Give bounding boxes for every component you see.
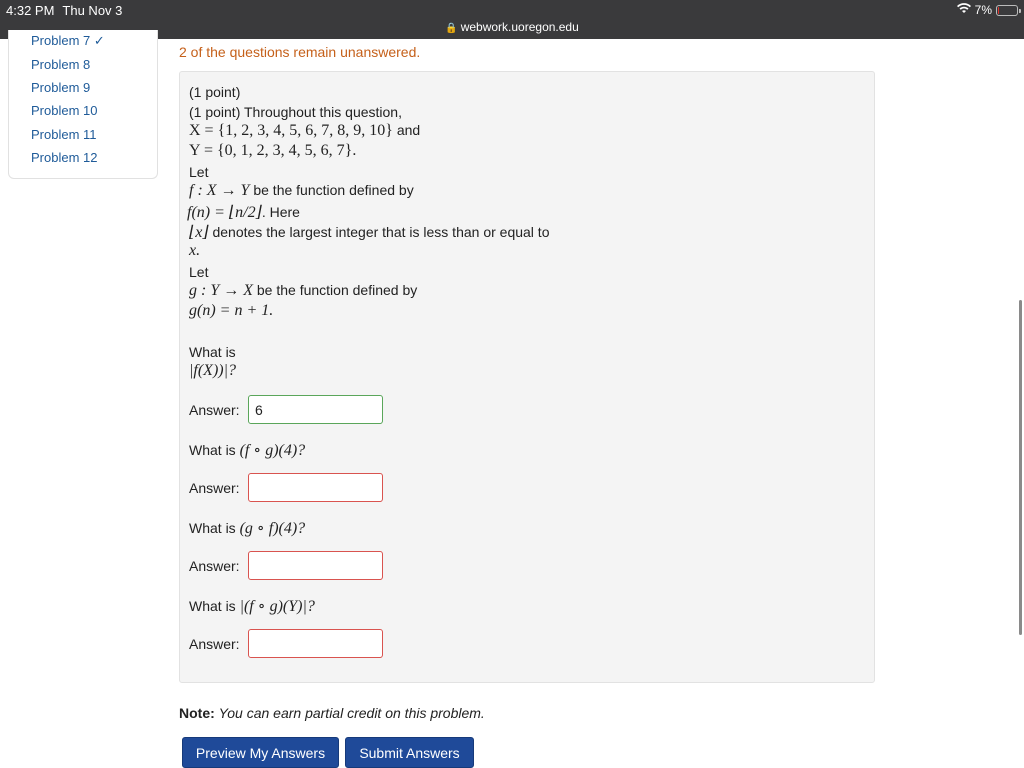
question-1-math: |f(X))|?	[189, 362, 236, 379]
g-defined-text: be the function defined by	[256, 282, 418, 298]
question-3-prefix: What is	[189, 520, 236, 536]
preview-answers-button[interactable]: Preview My Answers	[182, 737, 339, 768]
status-right	[957, 3, 1018, 17]
sidebar-item-problem-11[interactable]: Problem 11	[31, 127, 97, 142]
battery-percent: 7%	[974, 3, 992, 17]
f-definition-math: f(n) = ⌊n/2⌋	[187, 204, 262, 221]
question-3-line	[189, 518, 305, 538]
question-2-math: (f ∘ g)(4)?	[239, 442, 306, 459]
sidebar-item-problem-9[interactable]: Problem 9	[31, 80, 91, 95]
partial-credit-note	[179, 705, 485, 721]
question-2-prefix: What is	[189, 442, 236, 458]
note-text: You can earn partial credit on this problem.	[218, 705, 485, 721]
intro-text: (1 point) Throughout this question,	[189, 104, 402, 120]
g-definition-line	[189, 302, 273, 320]
set-x-line	[189, 122, 420, 140]
g-signature-math: g : Y → X	[189, 282, 253, 299]
set-y-math: Y = {0, 1, 2, 3, 4, 5, 6, 7}.	[189, 142, 357, 159]
answer-4-label: Answer:	[189, 636, 240, 652]
battery-icon	[996, 5, 1018, 16]
floor-description-line	[189, 222, 549, 242]
answer-2-input[interactable]	[248, 473, 383, 502]
question-1-prefix: What is	[189, 344, 236, 360]
set-y-line	[189, 142, 356, 160]
and-text: and	[396, 122, 421, 138]
answer-2-label: Answer:	[189, 480, 240, 496]
wifi-icon	[957, 3, 971, 17]
answer-4-input[interactable]	[248, 629, 383, 658]
floor-x-math: ⌊x⌋	[189, 224, 209, 241]
submit-answers-button[interactable]: Submit Answers	[345, 737, 474, 768]
sidebar-item-problem-7[interactable]: Problem 7 ✓	[31, 33, 105, 48]
lock-icon: 🔒	[445, 23, 458, 34]
url-text: webwork.uoregon.edu	[460, 20, 579, 34]
question-3-math: (g ∘ f)(4)?	[239, 520, 306, 537]
f-signature-math: f : X → Y	[189, 182, 250, 199]
date-text: Thu Nov 3	[62, 3, 123, 18]
f-definition-line	[187, 202, 300, 222]
time-text: 4:32 PM	[6, 3, 55, 18]
floor-description-text: denotes the largest integer that is less than or equal to	[212, 224, 550, 240]
sidebar-item-problem-12[interactable]: Problem 12	[31, 150, 98, 165]
status-time	[6, 3, 122, 18]
unanswered-warning: 2 of the questions remain unanswered.	[179, 44, 421, 60]
note-label: Note:	[179, 705, 215, 721]
question-1-expr-line	[189, 362, 236, 380]
answer-1-label: Answer:	[189, 402, 240, 418]
f-defined-text: be the function defined by	[253, 182, 414, 198]
here-text: . Here	[261, 204, 300, 220]
page-scrollbar[interactable]	[1019, 300, 1022, 635]
question-4-line	[189, 596, 315, 616]
x-end-math: x.	[189, 242, 201, 259]
problem-panel	[179, 71, 875, 683]
let-text-2: Let	[189, 264, 209, 280]
question-4-math: |(f ∘ g)(Y)|?	[239, 598, 315, 615]
g-definition-math: g(n) = n + 1.	[189, 302, 274, 319]
set-x-math: X = {1, 2, 3, 4, 5, 6, 7, 8, 9, 10}	[189, 122, 393, 139]
answer-1-input[interactable]	[248, 395, 383, 424]
sidebar-item-problem-8[interactable]: Problem 8	[31, 57, 91, 72]
x-end-line	[189, 242, 200, 260]
answer-3-label: Answer:	[189, 558, 240, 574]
problem-list-sidebar	[8, 30, 158, 179]
let-text-1: Let	[189, 164, 209, 180]
question-2-line	[189, 440, 305, 460]
question-4-prefix: What is	[189, 598, 236, 614]
sidebar-item-problem-10[interactable]: Problem 10	[31, 103, 98, 118]
answer-3-input[interactable]	[248, 551, 383, 580]
f-signature-line	[189, 182, 414, 200]
g-signature-line	[189, 282, 417, 300]
points-text: (1 point)	[189, 84, 241, 100]
